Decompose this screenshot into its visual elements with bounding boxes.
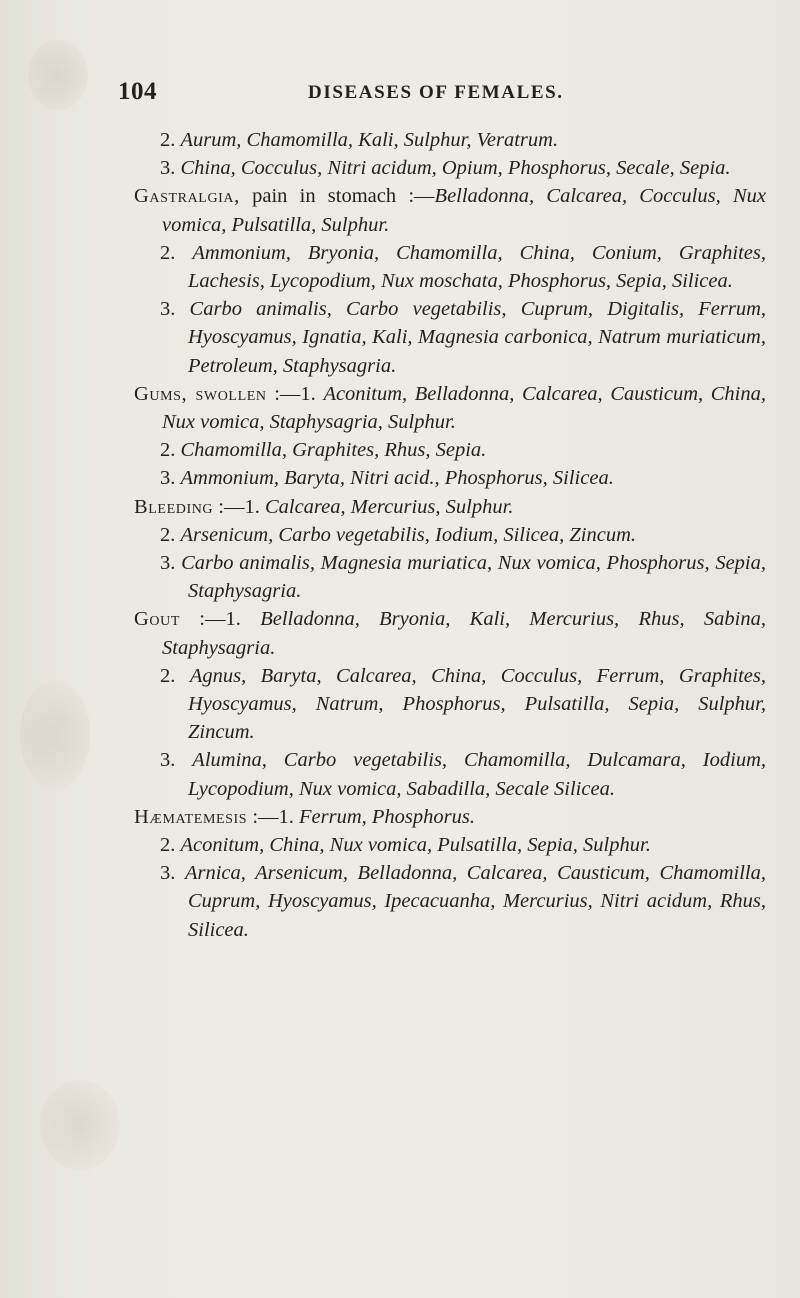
remedy-list: Arsenicum, Carbo vegetabilis, Iodium, Silicea, Zincum. [180, 523, 636, 546]
remedy-line [134, 239, 766, 295]
remedy-line [134, 126, 766, 154]
remedy-line [134, 436, 766, 464]
remedy-list: Carbo animalis, Carbo vegetabilis, Cuprum, Digitalis, Ferrum, Hyoscyamus, Ignatia, Kali, Magnesia carbonica, Natrum muriaticum, Petroleum, Staphysagria. [188, 298, 767, 377]
remedy-list: Aconitum, Belladonna, Calcarea, Causticum, China, Nux vomica, Staphysagria, Sulphur. [162, 382, 767, 434]
grade-number: 2. [160, 439, 176, 462]
remedy-list: Aurum, Chamomilla, Kali, Sulphur, Veratrum. [180, 129, 559, 151]
grade-number: 3. [160, 157, 176, 180]
topic-heading: Bleeding [134, 495, 214, 518]
remedy-line [134, 464, 766, 492]
topic-entry [134, 493, 766, 521]
paper-stain [40, 1080, 120, 1170]
grade-number: 3. [160, 552, 176, 575]
remedy-list: Calcarea, Mercurius, Sulphur. [264, 495, 514, 518]
grade-number: 2. [160, 241, 176, 264]
topic-entry [134, 605, 766, 661]
remedy-line [134, 831, 766, 859]
remedy-line [134, 154, 766, 182]
running-head: DISEASES OF FEMALES. [308, 82, 564, 103]
paper-stain [28, 40, 88, 110]
remedy-list: Ferrum, Phosphorus. [299, 805, 475, 828]
remedy-list: Agnus, Baryta, Calcarea, China, Cocculus, Ferrum, Graphites, Hyoscyamus, Natrum, Phosphorus, Pulsatilla, Sepia, Sulphur, Zincum. [188, 664, 767, 744]
remedy-line [134, 746, 766, 802]
page-number: 104 [118, 78, 157, 105]
remedy-list: Ammonium, Baryta, Nitri acid., Phosphorus, Silicea. [180, 467, 614, 490]
topic-description: :—1. [213, 495, 265, 518]
remedy-list: Carbo animalis, Magnesia muriatica, Nux vomica, Phosphorus, Sepia, Staphysagria. [181, 552, 767, 603]
topic-description: :—1. [247, 805, 300, 828]
remedy-line [134, 295, 766, 380]
remedy-list: Aconitum, China, Nux vomica, Pulsatilla, Sepia, Sulphur. [180, 834, 651, 857]
topic-heading: Gout [134, 608, 180, 631]
remedy-list: Ammonium, Bryonia, Chamomilla, China, Conium, Graphites, Lachesis, Lycopodium, Nux moschata, Phosphorus, Sepia, Silicea. [188, 241, 767, 293]
remedy-list: Alumina, Carbo vegetabilis, Chamomilla, Dulcamara, Iodium, Lycopodium, Nux vomica, Sabadilla, Secale Silicea. [188, 749, 766, 800]
topic-heading: Gastralgia, [134, 185, 240, 208]
page-body [134, 126, 766, 944]
grade-number: 2. [160, 523, 176, 546]
remedy-list: Belladonna, Calcarea, Cocculus, Nux vomica, Pulsatilla, Sulphur. [162, 185, 766, 236]
grade-number: 2. [160, 834, 176, 857]
remedy-list: Belladonna, Bryonia, Kali, Mercurius, Rhus, Sabina, Staphysagria. [162, 608, 766, 659]
remedy-list: Chamomilla, Graphites, Rhus, Sepia. [180, 439, 487, 462]
grade-number: 2. [160, 664, 176, 687]
topic-entry [134, 380, 766, 436]
topic-heading: Hæmatemesis [134, 805, 248, 828]
remedy-line [134, 859, 766, 944]
topic-entry [134, 803, 766, 831]
topic-heading: Gums, swollen [134, 382, 267, 405]
grade-number: 3. [160, 749, 176, 772]
topic-description: :—1. [266, 382, 324, 405]
remedy-line [134, 662, 766, 747]
grade-number: 3. [160, 298, 176, 321]
remedy-line [134, 549, 766, 605]
topic-description: pain in stomach :— [239, 185, 435, 208]
page-header [118, 78, 718, 118]
grade-number: 3. [160, 862, 176, 885]
paper-stain [20, 680, 90, 790]
remedy-list: Arnica, Arsenicum, Belladonna, Calcarea, Causticum, Chamomilla, Cuprum, Hyoscyamus, Ipecacuanha, Mercurius, Nitri acidum, Rhus, Silicea. [184, 862, 766, 941]
grade-number: 2. [160, 129, 176, 151]
topic-description: :—1. [179, 608, 261, 631]
remedy-list: China, Cocculus, Nitri acidum, Opium, Phosphorus, Secale, Sepia. [180, 157, 731, 180]
grade-number: 3. [160, 467, 176, 490]
topic-entry [134, 182, 766, 238]
remedy-line [134, 521, 766, 549]
